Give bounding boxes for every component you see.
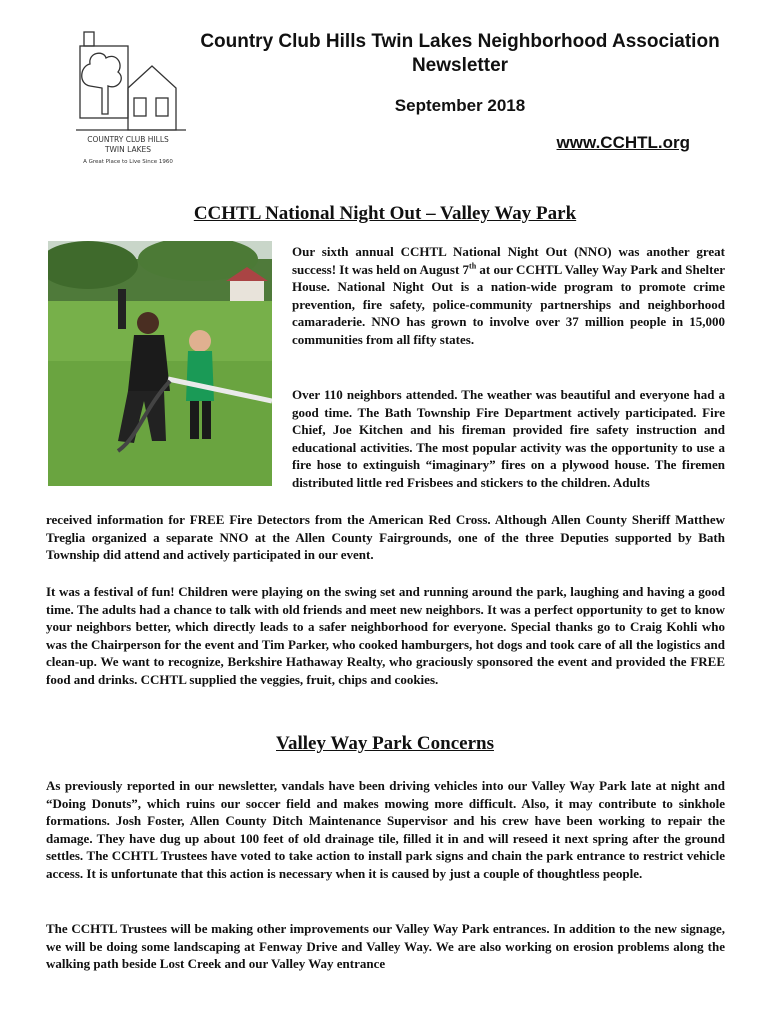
nno-paragraph-2b: received information for FREE Fire Detectors from the American Red Cross. Although Allen County Sheriff Matthew Treglia organized a separate NNO at the Allen County Fairgrounds, one of the three Deputies supported by Bath Township did attend and actively participated in our event.: [46, 512, 725, 563]
nno-paragraph-2a: Over 110 neighbors attended. The weather was beautiful and everyone had a good time. The Bath Township Fire Department actively participated. Fire Chief, Joe Kitchen and his fireman provided fire safety instruction and educational activities. The most popular activity was the opportunity to use a fire hose to extinguish “imaginary” fires on a plywood house. The firemen distributed little red Frisbees and stickers to the children. Adults: [292, 387, 725, 490]
logo-text-line2: TWIN LAKES: [104, 145, 152, 154]
nno-paragraph-1: Our sixth annual CCHTL National Night Out (NNO) was another great success! It was held on August 7th at our CCHTL Valley Way Park and Shelter House. National Night Out is a nation-wide program to promote crime prevention, fire safety, police-community partnerships and neighborhood camaraderie. NNO has grown to involve over 37 million people in 15,000 communities from all fifty states.: [292, 244, 725, 347]
association-logo: [76, 26, 186, 171]
logo-text-line1: COUNTRY CLUB HILLS: [87, 135, 169, 144]
concerns-paragraph-1: As previously reported in our newsletter, vandals have been driving vehicles into our Valley Way Park late at night and “Doing Donuts”, which ruins our soccer field and makes mowing more difficult. Also, it may contribute to sinkhole formations. Josh Foster, Allen County Ditch Maintenance Supervisor and his crew have been working to repair the damage. They have dug up about 100 feet of old drainage tile, filled it in and will reseed it next spring after the ground settles. The CCHTL Trustees have voted to take action to install park signs and chain the park entrance to restrict vehicle access. It is unfortunate that this action is necessary when it is caused by just a couple of thoughtless people.: [46, 778, 725, 881]
event-photo: [48, 241, 272, 486]
newsletter-date: September 2018: [394, 96, 526, 115]
section-heading-valley-way-park-concerns: Valley Way Park Concerns: [276, 733, 494, 754]
section-heading-national-night-out: CCHTL National Night Out – Valley Way Park: [193, 203, 577, 224]
nno-paragraph-3: It was a festival of fun! Children were playing on the swing set and running around the park, laughing and having a good time. The adults had a chance to talk with old friends and meet new neighbors. It was a perfect opportunity to get to know your neighbors better, which directly leads to a safer neighborhood for everyone. Special thanks go to Craig Kohli who was the Chairperson for the event and Tim Parker, who cooked hamburgers, hot dogs and took care of all the logistics and clean-up. We want to recognize, Berkshire Hathaway Realty, who graciously sponsored the event and provided the FREE food and drinks. CCHTL supplied the veggies, fruit, chips and cookies.: [46, 584, 725, 687]
website-link[interactable]: www.CCHTL.org: [556, 133, 690, 152]
newsletter-title: Country Club Hills Twin Lakes Neighborhood Association Newsletter: [200, 31, 720, 76]
logo-text-line3: A Great Place to Live Since 1960: [83, 159, 173, 165]
concerns-paragraph-2: The CCHTL Trustees will be making other improvements our Valley Way Park entrances. In addition to the new signage, we will be doing some landscaping at Fenway Drive and Valley Way. We are also working on erosion problems along the walking path beside Lost Creek and our Valley Way entrance: [46, 921, 725, 972]
